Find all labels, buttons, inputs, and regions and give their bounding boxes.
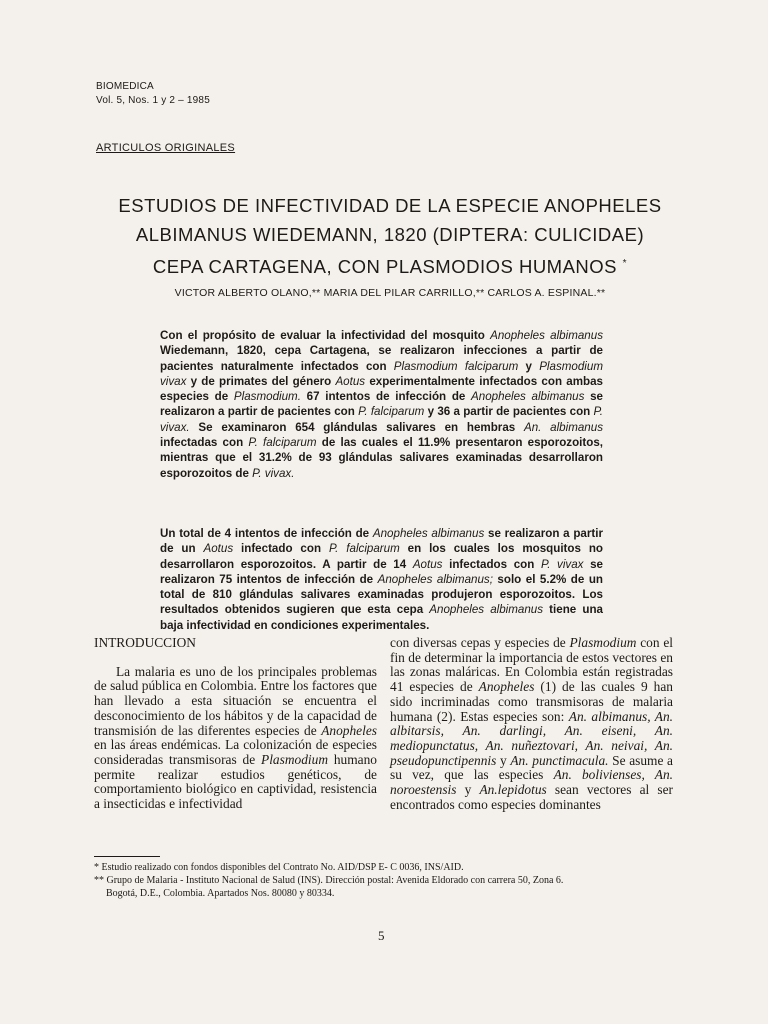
article-title xyxy=(90,191,690,281)
footnote-2: ** Grupo de Malaria - Instituto Nacional de Salud (INS). Dirección postal: Avenida Eldorado con carrera 50, Zona 6. xyxy=(94,875,564,886)
section-label: ARTICULOS ORIGINALES xyxy=(96,142,236,154)
journal-header xyxy=(96,80,210,108)
abstract-paragraph-1: Con el propósito de evaluar la infectividad del mosquito Anopheles albimanus Wiedemann, 1820, cepa Cartagena, se realizaron infecciones a partir de pacientes naturalmente infectados con Plasmodium falciparum y Plasmodium vivax y de primates del género Aotus experimentalmente infectados con ambas especies de Plasmodium. 67 intentos de infección de Anopheles albimanus se realizaron a partir de pacientes con P. falciparum y 36 a partir de pacientes con P. vivax. Se examinaron 654 glándulas salivares en hembras An. albimanus infectadas con P. falciparum de las cuales el 11.9% presentaron esporozoitos, mientras que el 31.2% de 93 glándulas salivares examinadas desarrollaron esporozoitos de P. vivax. xyxy=(160,329,604,480)
footnote-divider xyxy=(94,856,160,857)
footnotes xyxy=(94,861,694,900)
footnote-2-continuation: Bogotá, D.E., Colombia. Apartados Nos. 80080 y 80334. xyxy=(106,888,335,899)
abstract-paragraph-2: Un total de 4 intentos de infección de Anopheles albimanus se realizaron a partir de un Aotus infectado con P. falciparum en los cuales los mosquitos no desarrollaron esporozoitos. A partir de 14 Aotus infectados con P. vivax se realizaron 75 intentos de infección de Anopheles albimanus; solo el 5.2% de un total de 810 glándulas salivares examinadas produjeron esporozoitos. Los resultados obtenidos sugieren que esta cepa Anopheles albimanus tiene una baja infectividad en condiciones experimentales. xyxy=(160,527,603,632)
title-footnote-mark: * xyxy=(622,258,628,269)
journal-name: BIOMEDICA xyxy=(96,81,154,92)
intro-paragraph-right: con diversas cepas y especies de Plasmodium con el fin de determinar la importancia de estos vectores en las zonas maláricas. En Colombia están registradas 41 especies de Anopheles (1) de las cuales 9 han sido incriminadas como transmisoras de malaria humana (2). Estas especies son: An. albimanus, An. albitarsis, An. darlingi, An. eiseni, An. mediopunctatus, An. nuñeztovari, An. neivai, An. pseudopunctipennis y An. punctimacula. Se asume a su vez, que las especies An. bolivienses, An. noroestensis y An.lepidotus sean vectores al ser encontrados como especies dominantes xyxy=(390,635,674,812)
footnote-1: * Estudio realizado con fondos disponibles del Contrato No. AID/DSP E- C 0036, INS/AID. xyxy=(94,862,464,873)
page-number: 5 xyxy=(378,928,385,943)
section-heading-introduccion: INTRODUCCION xyxy=(94,635,196,650)
journal-volume: Vol. 5, Nos. 1 y 2 – 1985 xyxy=(96,95,210,106)
body-column-left xyxy=(94,636,377,812)
intro-paragraph-left: La malaria es uno de los principales problemas de salud pública en Colombia. Entre los factores que han llevado a esta situación se encuentra el desconocimiento de los hábitos y de la capacidad de transmisión de las diferentes especies de Anopheles en las áreas endémicas. La colonización de especies consideradas transmisoras de Plasmodium humano permite realizar estudios genéticos, de comportamiento biológico en captividad, resistencia a insecticidas e infectividad xyxy=(94,663,377,812)
title-line-2: ALBIMANUS WIEDEMANN, 1820 (DIPTERA: CULICIDAE) xyxy=(135,224,645,245)
authors-line: VICTOR ALBERTO OLANO,** MARIA DEL PILAR CARRILLO,** CARLOS A. ESPINAL.** xyxy=(174,287,606,299)
title-line-1: ESTUDIOS DE INFECTIVIDAD DE LA ESPECIE ANOPHELES xyxy=(118,195,662,216)
body-column-right xyxy=(390,636,673,812)
title-line-3: CEPA CARTAGENA, CON PLASMODIOS HUMANOS * xyxy=(152,256,628,278)
